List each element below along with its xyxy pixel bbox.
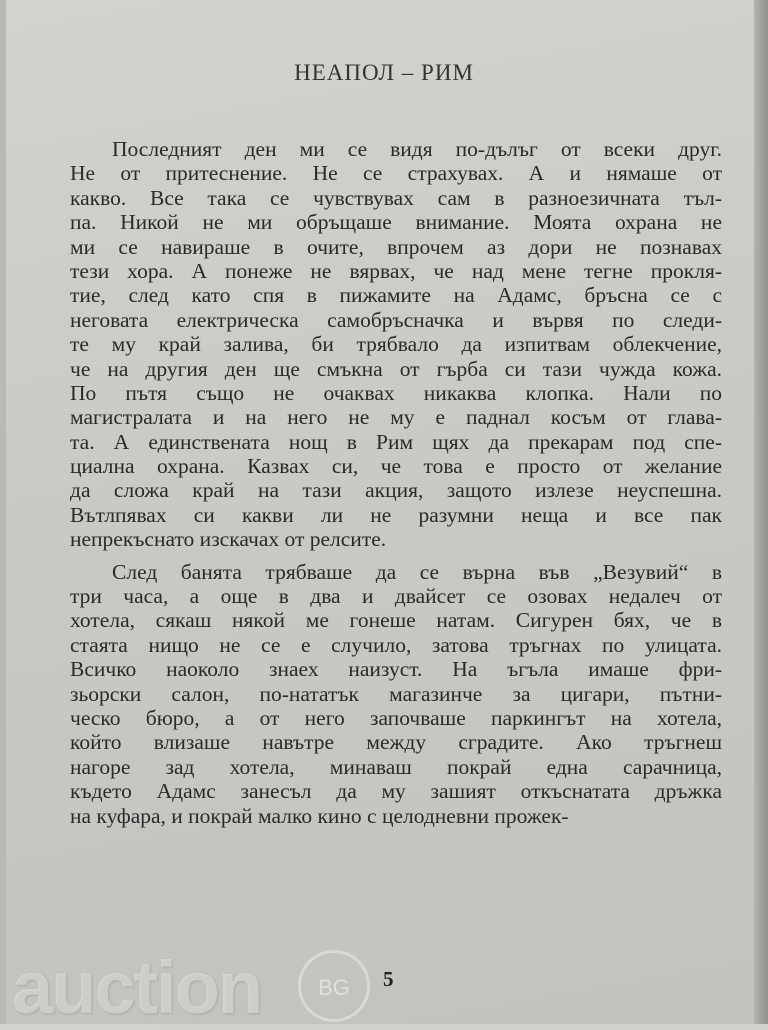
text-line: да сложа край на тази акция, защото излезе неуспешна. (70, 478, 722, 503)
text-line: неговата електрическа самобръсначка и вървя по следи- (70, 307, 722, 332)
text-line: ческо бюро, а от него започваше паркингът на хотела, (70, 705, 722, 730)
text-line: хотела, сякаш някой ме гонеше натам. Сигурен бях, че в (70, 608, 722, 633)
text-line: та. А единствената нощ в Рим щях да прекарам под спе- (70, 429, 722, 454)
text-line: Не от притеснение. Не се страхувах. А и нямаше от (70, 161, 722, 186)
text-line: Вътлпявах си какви ли не разумни неща и все пак (70, 502, 722, 527)
text-line: магистралата и на него не му е паднал косъм от глава- (70, 405, 722, 430)
watermark-badge: BG (298, 950, 370, 1022)
text-line: тези хора. А понеже не вярвах, че над мене тегне прокля- (70, 258, 722, 283)
text-line: на куфара, и покрай малко кино с целодневни прожек- (70, 803, 569, 828)
text-line: След банята трябваше да се върна във „Везувий“ в (112, 559, 722, 584)
text-line: ми се навираше в очите, впрочем аз дори не познавах (70, 234, 722, 259)
text-line: Всичко наоколо знаех наизуст. На ъгъла имаше фри- (70, 657, 722, 682)
text-line: зьорски салон, по-нататък магазинче за цигари, пътни- (70, 681, 722, 706)
text-line: па. Никой не ми обръщаше внимание. Моята охрана не (70, 210, 722, 235)
text-line: който влизаше навътре между сградите. Ако тръгнеш (70, 730, 722, 755)
page-number: 5 (383, 967, 394, 991)
text-line: непрекъснато изскачах от релсите. (70, 527, 387, 552)
text-line: нагоре зад хотела, минаваш покрай една сарачница, (70, 754, 722, 779)
watermark-logo: auction (12, 946, 262, 1029)
paragraph (70, 137, 722, 552)
text-line: Последният ден ми се видя по-дълъг от всеки друг. (112, 137, 722, 161)
paragraph (70, 560, 722, 828)
text-line: където Адамс занесъл да му зашият откъснатата дръжка (70, 779, 722, 804)
page-left-edge (0, 0, 6, 1024)
text-line: че на другия ден ще смъкна от гърба си тази чужда кожа. (70, 356, 722, 381)
page-right-edge (754, 0, 768, 1024)
text-line: три часа, а още в два и двайсет се озовах недалеч от (70, 584, 722, 609)
text-line: По пътя също не очаквах никаква клопка. Нали по (70, 380, 722, 405)
text-line: тие, след като спя в пижамите на Адамс, бръсна се с (70, 283, 722, 308)
text-line: какво. Все така се чувствувах сам в разноезичната тъл- (70, 185, 722, 210)
text-line: стаята нищо не се е случило, затова тръгнах по улицата. (70, 632, 722, 657)
text-line: те му край залива, би трябвало да изпитвам облекчение, (70, 332, 722, 357)
body-text (70, 137, 722, 836)
text-line: циална охрана. Казвах си, че това е просто от желание (70, 454, 722, 479)
chapter-title: НЕАПОЛ – РИМ (294, 60, 474, 85)
